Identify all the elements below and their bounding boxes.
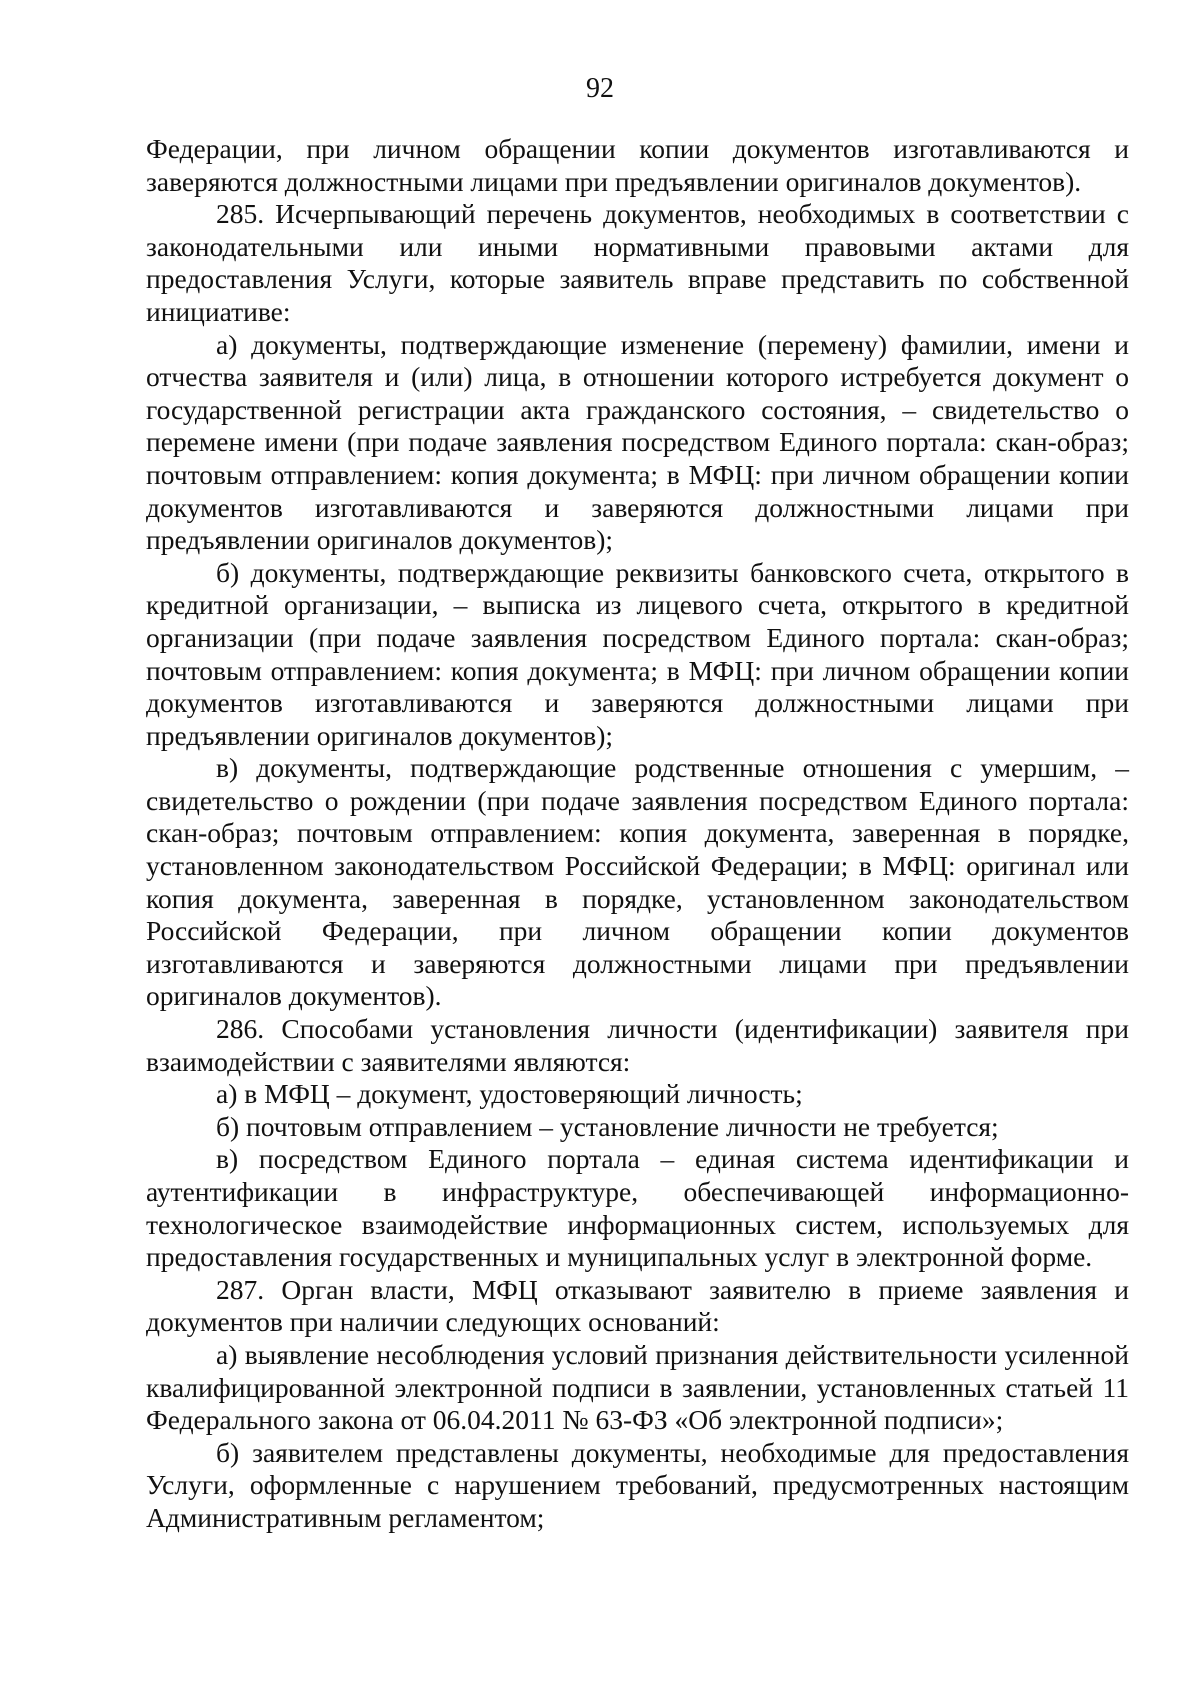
paragraph: б) документы, подтверждающие реквизиты банковского счета, открытого в кредитной организации, – выписка из лицевого счета, открытого в кредитной организации (при подаче заявления посредством Единого портала: скан-образ; почтовым отправлением: копия документа; в МФЦ: при личном обращении копии документов изготавливаются и заверяются должностными лицами при предъявлении оригиналов документов);: [146, 556, 1129, 751]
paragraph: в) документы, подтверждающие родственные отношения с умершим, – свидетельство о рождении (при подаче заявления посредством Единого портала: скан-образ; почтовым отправлением: копия документа, заверенная в порядке, установленном законодательством Российской Федерации; в МФЦ: оригинал или копия документа, заверенная в порядке, установленном законодательством Российской Федерации, при личном обращении копии документов изготавливаются и заверяются должностными лицами при предъявлении оригиналов документов).: [146, 752, 1129, 1012]
paragraph: б) почтовым отправлением – установление личности не требуется;: [216, 1110, 999, 1142]
paragraph: 285. Исчерпывающий перечень документов, необходимых в соответствии с законодательными или иными нормативными правовыми актами для предоставления Услуги, которые заявитель вправе представить по собственной инициативе:: [146, 198, 1129, 327]
paragraph: а) выявление несоблюдения условий признания действительности усиленной квалифицированной электронной подписи в заявлении, установленных статьей 11 Федерального закона от 06.04.2011 № 63-ФЗ «Об электронной подписи»;: [146, 1338, 1129, 1436]
paragraph: б) заявителем представлены документы, необходимые для предоставления Услуги, оформленные с нарушением требований, предусмотренных настоящим Административным регламентом;: [146, 1436, 1129, 1533]
paragraph: 287. Орган власти, МФЦ отказывают заявителю в приеме заявления и документов при наличии следующих оснований:: [146, 1273, 1129, 1338]
paragraph: Федерации, при личном обращении копии документов изготавливаются и заверяются должностными лицами при предъявлении оригиналов документов).: [146, 133, 1129, 197]
document-body: [146, 133, 1129, 1535]
paragraph: а) документы, подтверждающие изменение (перемену) фамилии, имени и отчества заявителя и (или) лица, в отношении которого истребуется документ о государственной регистрации акта гражданского состояния, – свидетельство о перемене имени (при подаче заявления посредством Единого портала: скан-образ; почтовым отправлением: копия документа; в МФЦ: при личном обращении копии документов изготавливаются и заверяются должностными лицами при предъявлении оригиналов документов);: [146, 328, 1129, 556]
paragraph: а) в МФЦ – документ, удостоверяющий личность;: [216, 1078, 803, 1110]
paragraph: в) посредством Единого портала – единая система идентификации и аутентификации в инфраструктуре, обеспечивающей информационно-технологическое взаимодействие информационных систем, используемых для предоставления государственных и муниципальных услуг в электронной форме.: [146, 1143, 1129, 1273]
page-number: 92: [586, 73, 614, 104]
paragraph: 286. Способами установления личности (идентификации) заявителя при взаимодействии с заявителями являются:: [146, 1013, 1129, 1077]
